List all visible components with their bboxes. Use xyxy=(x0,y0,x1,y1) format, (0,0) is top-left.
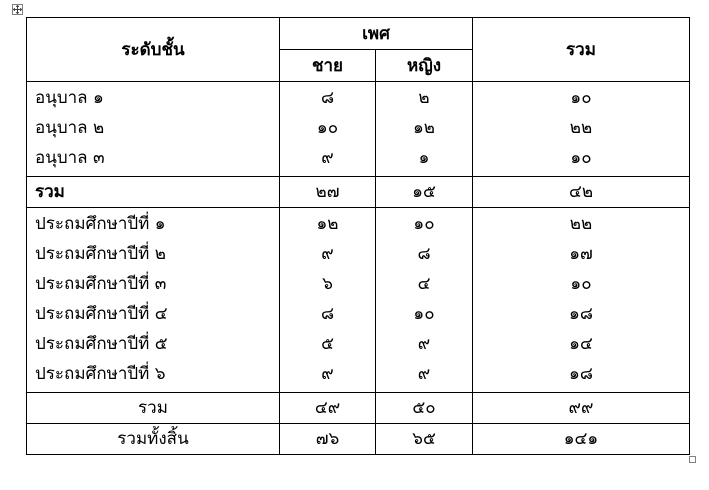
male-value: ๙ xyxy=(321,244,334,264)
subtotal-total: ๔๒ xyxy=(473,177,690,208)
female-value: ๒ xyxy=(418,88,430,108)
table-resize-handle-icon[interactable] xyxy=(689,456,696,463)
subtotal-female: ๕๐ xyxy=(376,393,473,424)
kindergarten-total xyxy=(473,82,690,177)
row-label: ประถมศึกษาปีที่ ๑ xyxy=(35,214,166,234)
female-value: ๘ xyxy=(417,244,431,264)
row-label: ประถมศึกษาปีที่ ๓ xyxy=(35,274,167,294)
female-value: ๔ xyxy=(417,274,431,294)
primary-female xyxy=(376,208,473,393)
row-label: อนุบาล ๒ xyxy=(35,118,105,138)
header-male: ชาย xyxy=(280,50,376,82)
grand-total-row xyxy=(27,424,690,455)
subtotal-total: ๙๙ xyxy=(473,393,690,424)
female-value: ๑๐ xyxy=(413,214,435,234)
grand-total-female: ๖๕ xyxy=(376,424,473,455)
header-female: หญิง xyxy=(376,50,473,82)
primary-group xyxy=(27,208,690,393)
male-value: ๘ xyxy=(320,304,335,324)
female-value: ๑ xyxy=(418,148,430,168)
subtotal-label: รวม xyxy=(27,177,280,208)
row-label: อนุบาล ๑ xyxy=(35,88,104,108)
header-total: รวม xyxy=(473,18,690,82)
female-value: ๙ xyxy=(417,364,431,384)
row-label: ประถมศึกษาปีที่ ๔ xyxy=(35,304,168,324)
male-value: ๙ xyxy=(321,148,334,168)
total-value: ๑๐ xyxy=(570,274,592,294)
total-value: ๑๐ xyxy=(570,88,592,108)
primary-male xyxy=(280,208,376,393)
primary-subtotal-row xyxy=(27,393,690,424)
total-value: ๑๘ xyxy=(569,364,593,384)
grand-total-label: รวมทั้งสิ้น xyxy=(27,424,280,455)
row-label: ประถมศึกษาปีที่ ๒ xyxy=(35,244,166,264)
header-level: ระดับชั้น xyxy=(27,18,280,82)
male-value: ๕ xyxy=(321,334,334,354)
table-move-handle-icon[interactable] xyxy=(12,4,23,15)
kindergarten-labels xyxy=(27,82,280,177)
student-count-table xyxy=(26,17,690,455)
subtotal-male: ๒๗ xyxy=(280,177,376,208)
row-label: อนุบาล ๓ xyxy=(35,148,105,168)
total-value: ๑๐ xyxy=(570,148,592,168)
primary-total xyxy=(473,208,690,393)
header-row-1 xyxy=(27,18,690,50)
row-label: ประถมศึกษาปีที่ ๕ xyxy=(35,334,168,354)
female-value: ๑๒ xyxy=(413,118,435,138)
total-value: ๑๔ xyxy=(569,334,593,354)
header-gender: เพศ xyxy=(280,18,473,50)
kindergarten-female xyxy=(376,82,473,177)
kindergarten-subtotal-row xyxy=(27,177,690,208)
male-value: ๙ xyxy=(321,364,334,384)
male-value: ๖ xyxy=(322,274,333,294)
female-value: ๑๐ xyxy=(413,304,435,324)
male-value: ๑๒ xyxy=(316,214,339,234)
grand-total-male: ๗๖ xyxy=(280,424,376,455)
row-label: ประถมศึกษาปีที่ ๖ xyxy=(35,364,166,384)
total-value: ๑๘ xyxy=(569,304,593,324)
female-value: ๙ xyxy=(417,334,431,354)
kindergarten-group xyxy=(27,82,690,177)
subtotal-female: ๑๕ xyxy=(376,177,473,208)
total-value: ๑๗ xyxy=(569,244,593,264)
subtotal-label: รวม xyxy=(27,393,280,424)
subtotal-male: ๔๙ xyxy=(280,393,376,424)
total-value: ๒๒ xyxy=(569,118,593,138)
male-value: ๘ xyxy=(320,88,335,108)
primary-labels xyxy=(27,208,280,393)
male-value: ๑๐ xyxy=(316,118,339,138)
grand-total-total: ๑๔๑ xyxy=(473,424,690,455)
total-value: ๒๒ xyxy=(569,214,593,234)
kindergarten-male xyxy=(280,82,376,177)
